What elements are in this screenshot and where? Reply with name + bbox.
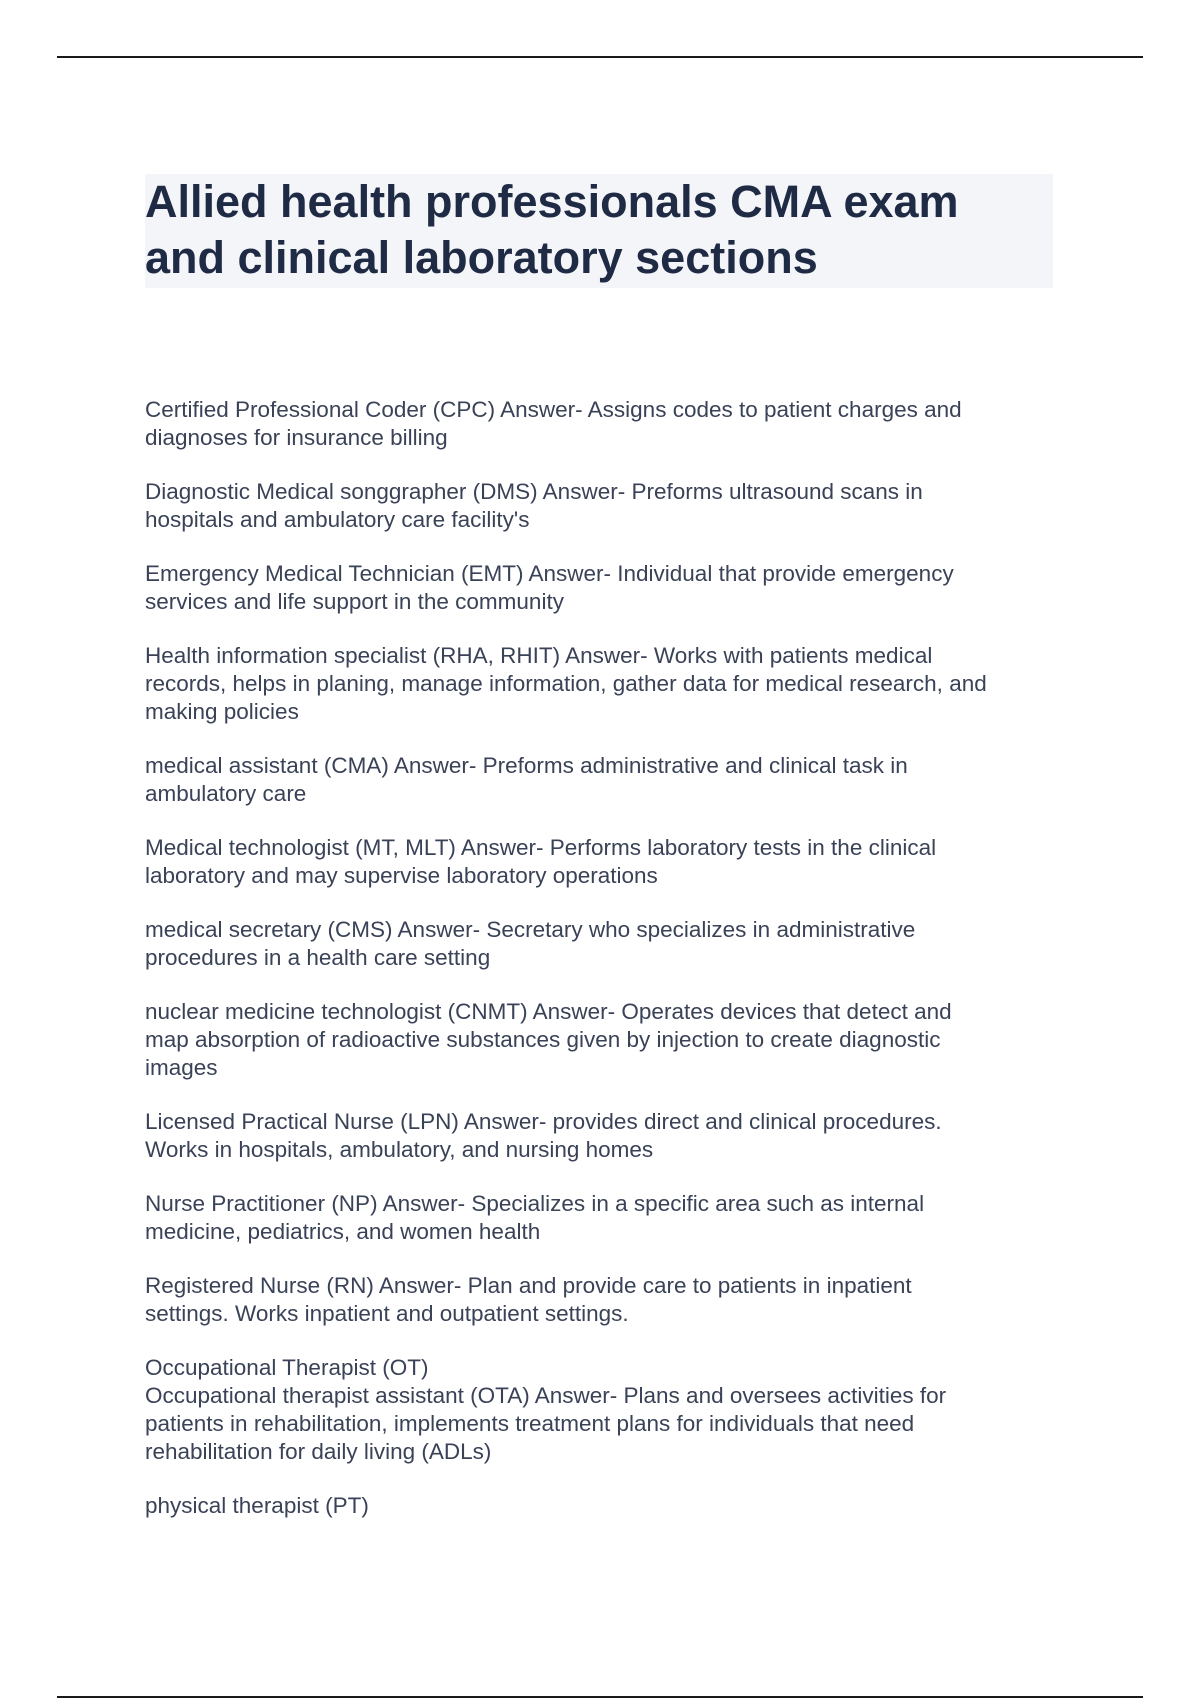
qa-entry [145,1190,1065,1246]
bottom-divider [57,1696,1143,1698]
qa-entry-line: rehabilitation for daily living (ADLs) [145,1439,492,1464]
qa-entry-line: Emergency Medical Technician (EMT) Answer- Individual that provide emergency [145,561,954,586]
qa-entry-line: diagnoses for insurance billing [145,425,448,450]
qa-entry-line: Nurse Practitioner (NP) Answer- Specializes in a specific area such as internal [145,1191,925,1216]
qa-entry-line: Certified Professional Coder (CPC) Answer- Assigns codes to patient charges and [145,397,962,422]
qa-entry-line: patients in rehabilitation, implements treatment plans for individuals that need [145,1411,915,1436]
qa-entry-line: Occupational Therapist (OT) [145,1355,429,1380]
qa-entry-line: medical secretary (CMS) Answer- Secretary who specializes in administrative [145,917,916,942]
title-line-2: and clinical laboratory sections [145,232,818,283]
qa-entry [145,752,1065,808]
qa-entry-line: nuclear medicine technologist (CNMT) Answer- Operates devices that detect and [145,999,952,1024]
qa-entry [145,916,1065,972]
qa-entry-list [145,396,1065,1546]
top-divider [57,56,1143,58]
qa-entry-line: Licensed Practical Nurse (LPN) Answer- provides direct and clinical procedures. [145,1109,942,1134]
qa-entry-line: Works in hospitals, ambulatory, and nursing homes [145,1137,654,1162]
document-title [145,174,1053,288]
qa-entry-line: records, helps in planing, manage information, gather data for medical research, and [145,671,987,696]
qa-entry-line: Occupational therapist assistant (OTA) Answer- Plans and oversees activities for [145,1383,947,1408]
qa-entry-line: making policies [145,699,299,724]
qa-entry [145,396,1065,452]
qa-entry-line: ambulatory care [145,781,307,806]
qa-entry-line: services and life support in the community [145,589,564,614]
qa-entry [145,1272,1065,1328]
qa-entry-line: medicine, pediatrics, and women health [145,1219,541,1244]
qa-entry-line: hospitals and ambulatory care facility's [145,507,530,532]
qa-entry [145,1354,1065,1466]
qa-entry-line: Medical technologist (MT, MLT) Answer- Performs laboratory tests in the clinical [145,835,937,860]
qa-entry-line: map absorption of radioactive substances given by injection to create diagnostic [145,1027,941,1052]
qa-entry-line: Health information specialist (RHA, RHIT) Answer- Works with patients medical [145,643,933,668]
qa-entry [145,1492,1065,1520]
qa-entry-line: physical therapist (PT) [145,1493,369,1518]
qa-entry [145,478,1065,534]
title-line-1: Allied health professionals CMA exam [145,176,959,227]
qa-entry-line: Registered Nurse (RN) Answer- Plan and provide care to patients in inpatient [145,1273,912,1298]
qa-entry [145,1108,1065,1164]
qa-entry [145,560,1065,616]
qa-entry-line: procedures in a health care setting [145,945,491,970]
qa-entry [145,998,1065,1082]
qa-entry-line: laboratory and may supervise laboratory operations [145,863,658,888]
qa-entry-line: medical assistant (CMA) Answer- Preforms administrative and clinical task in [145,753,908,778]
qa-entry-line: images [145,1055,218,1080]
qa-entry-line: Diagnostic Medical songgrapher (DMS) Answer- Preforms ultrasound scans in [145,479,923,504]
qa-entry-line: settings. Works inpatient and outpatient settings. [145,1301,629,1326]
qa-entry [145,642,1065,726]
qa-entry [145,834,1065,890]
